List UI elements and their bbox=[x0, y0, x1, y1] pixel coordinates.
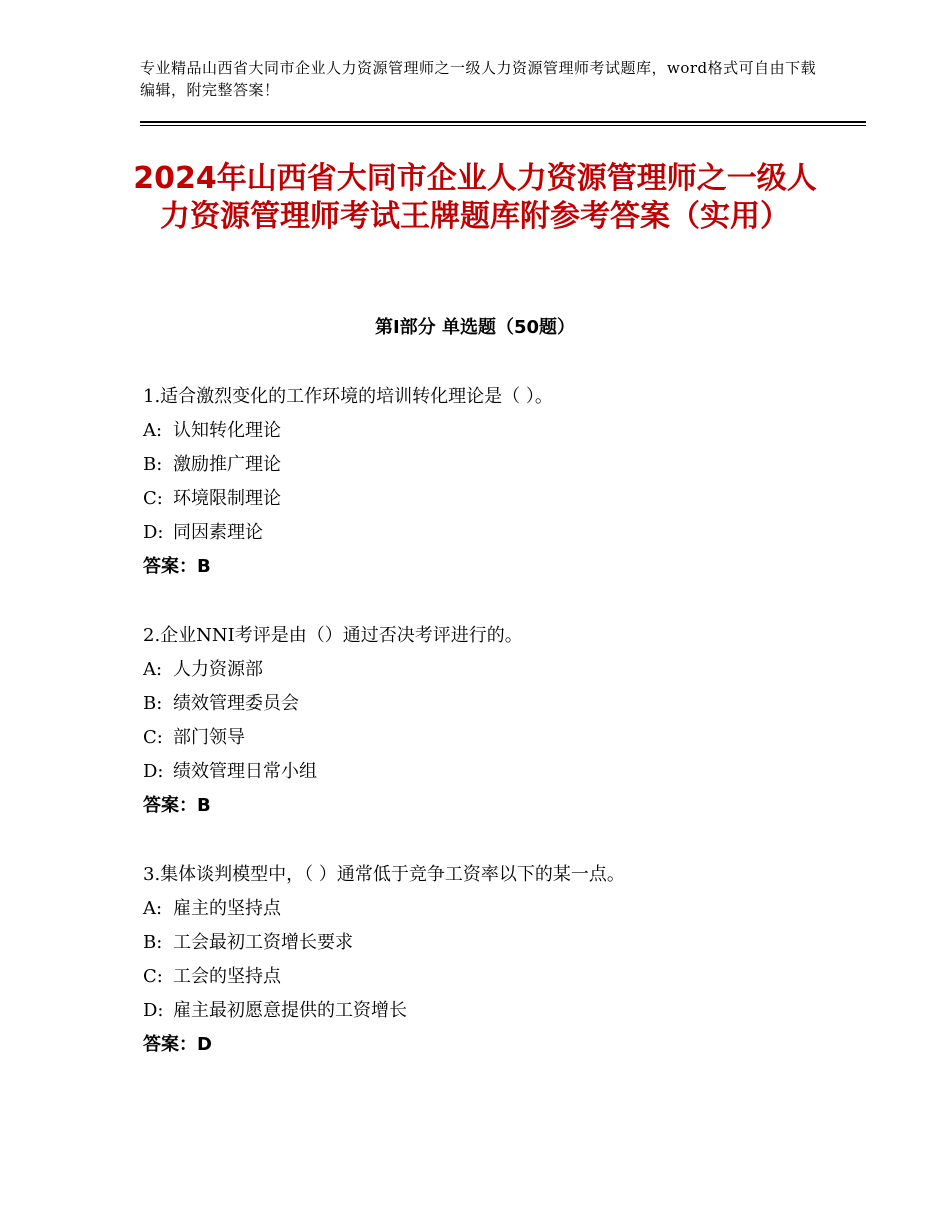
question-2 bbox=[143, 619, 843, 823]
option-c bbox=[143, 482, 843, 516]
option-b bbox=[143, 687, 843, 721]
option-letter: B: bbox=[143, 932, 163, 953]
document-title: 2024年山西省大同市企业人力资源管理师之一级人力资源管理师考试王牌题库附参考答案（实用） bbox=[133, 161, 817, 234]
option-text: 激励推广理论 bbox=[173, 454, 281, 475]
answer: 答案：B bbox=[143, 795, 211, 816]
header-note: 专业精品山西省大同市企业人力资源管理师之一级人力资源管理师考试题库，word格式可自由下载编辑，附完整答案！ bbox=[140, 59, 817, 99]
option-text: 环境限制理论 bbox=[173, 488, 281, 509]
option-text: 绩效管理委员会 bbox=[173, 693, 299, 714]
option-text: 绩效管理日常小组 bbox=[173, 761, 317, 782]
option-a bbox=[143, 414, 843, 448]
header-rule-thin bbox=[140, 125, 866, 126]
question-stem: 2.企业NNI考评是由（）通过否决考评进行的。 bbox=[143, 625, 523, 646]
answer: 答案：D bbox=[143, 1034, 212, 1055]
answer: 答案：B bbox=[143, 556, 211, 577]
option-letter: C: bbox=[143, 488, 163, 509]
option-letter: D: bbox=[143, 1000, 164, 1021]
option-letter: B: bbox=[143, 454, 163, 475]
option-text: 部门领导 bbox=[173, 727, 245, 748]
option-letter: C: bbox=[143, 727, 163, 748]
question-stem: 1.适合激烈变化的工作环境的培训转化理论是（ ）。 bbox=[143, 386, 553, 407]
option-text: 雇主的坚持点 bbox=[173, 898, 281, 919]
option-text: 同因素理论 bbox=[173, 522, 263, 543]
question-3 bbox=[143, 858, 843, 1062]
option-letter: A: bbox=[143, 420, 163, 441]
option-letter: A: bbox=[143, 659, 163, 680]
question-1 bbox=[143, 380, 843, 584]
option-letter: B: bbox=[143, 693, 163, 714]
header-rule-thick bbox=[140, 121, 866, 123]
option-letter: A: bbox=[143, 898, 163, 919]
option-d bbox=[143, 994, 843, 1028]
question-stem: 3.集体谈判模型中，（ ）通常低于竞争工资率以下的某一点。 bbox=[143, 864, 625, 885]
option-d bbox=[143, 516, 843, 550]
option-text: 人力资源部 bbox=[173, 659, 263, 680]
option-b bbox=[143, 926, 843, 960]
section-title: 第Ⅰ部分 单选题（50题） bbox=[374, 317, 575, 338]
option-a bbox=[143, 892, 843, 926]
option-text: 雇主最初愿意提供的工资增长 bbox=[173, 1000, 407, 1021]
option-b bbox=[143, 448, 843, 482]
option-letter: D: bbox=[143, 522, 164, 543]
option-d bbox=[143, 755, 843, 789]
option-letter: D: bbox=[143, 761, 164, 782]
option-text: 工会最初工资增长要求 bbox=[173, 932, 353, 953]
option-letter: C: bbox=[143, 966, 163, 987]
option-c bbox=[143, 721, 843, 755]
option-text: 认知转化理论 bbox=[173, 420, 281, 441]
option-text: 工会的坚持点 bbox=[173, 966, 281, 987]
option-a bbox=[143, 653, 843, 687]
option-c bbox=[143, 960, 843, 994]
